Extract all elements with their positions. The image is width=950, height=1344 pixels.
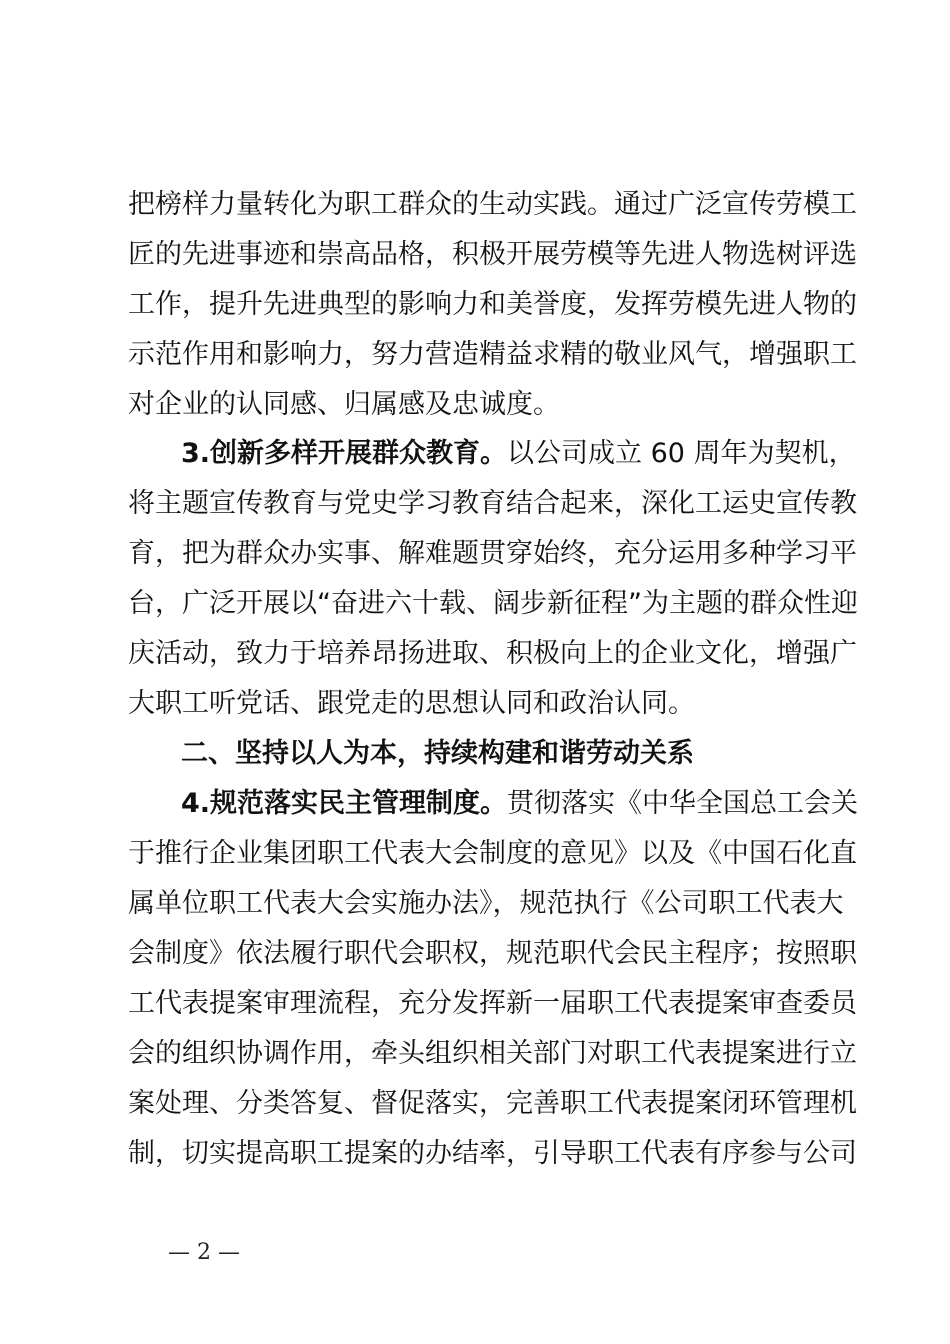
body-line: 把榜样力量转化为职工群众的生动实践。通过广泛宣传劳模工 — [128, 189, 857, 220]
section-3-first-line-text: 以公司成立 60 周年为契机， — [507, 438, 856, 469]
body-line: 于推行企业集团职工代表大会制度的意见》以及《中国石化直 — [128, 838, 857, 869]
section-3-first-line — [181, 429, 856, 479]
body-line: 庆活动，致力于培养昂扬进取、积极向上的企业文化，增强广 — [128, 638, 857, 669]
body-line: 示范作用和影响力，努力营造精益求精的敬业风气，增强职工 — [128, 339, 857, 370]
body-line: 会制度》依法履行职代会职权，规范职代会民主程序；按照职 — [128, 938, 857, 969]
page-number: — 2 — — [168, 1240, 240, 1265]
section-4-first-line-text: 贯彻落实《中华全国总工会关 — [507, 788, 859, 819]
body-line: 将主题宣传教育与党史学习教育结合起来，深化工运史宣传教 — [128, 488, 857, 519]
body-line: 案处理、分类答复、督促落实，完善职工代表提案闭环管理机 — [128, 1088, 857, 1119]
section-4-heading: 4.规范落实民主管理制度。 — [181, 788, 508, 819]
section-3-heading: 3.创新多样开展群众教育。 — [181, 438, 508, 469]
body-line: 制，切实提高职工提案的办结率，引导职工代表有序参与公司 — [128, 1138, 857, 1169]
body-line: 育，把为群众办实事、解难题贯穿始终，充分运用多种学习平 — [128, 538, 857, 569]
body-line: 会的组织协调作用，牵头组织相关部门对职工代表提案进行立 — [128, 1038, 857, 1069]
body-line: 属单位职工代表大会实施办法》，规范执行《公司职工代表大 — [128, 888, 844, 919]
body-line: 工代表提案审理流程，充分发挥新一届职工代表提案审查委员 — [128, 988, 857, 1019]
section-heading: 二、坚持以人为本，持续构建和谐劳动关系 — [181, 738, 694, 769]
body-line: 对企业的认同感、归属感及忠诚度。 — [128, 389, 560, 420]
section-4-first-line — [181, 779, 858, 829]
body-line: 台，广泛开展以“奋进六十载、阔步新征程”为主题的群众性迎 — [128, 588, 858, 619]
body-line: 工作，提升先进典型的影响力和美誉度，发挥劳模先进人物的 — [128, 289, 857, 320]
body-line: 匠的先进事迹和崇高品格，积极开展劳模等先进人物选树评选 — [128, 239, 857, 270]
body-line: 大职工听党话、跟党走的思想认同和政治认同。 — [128, 688, 695, 719]
